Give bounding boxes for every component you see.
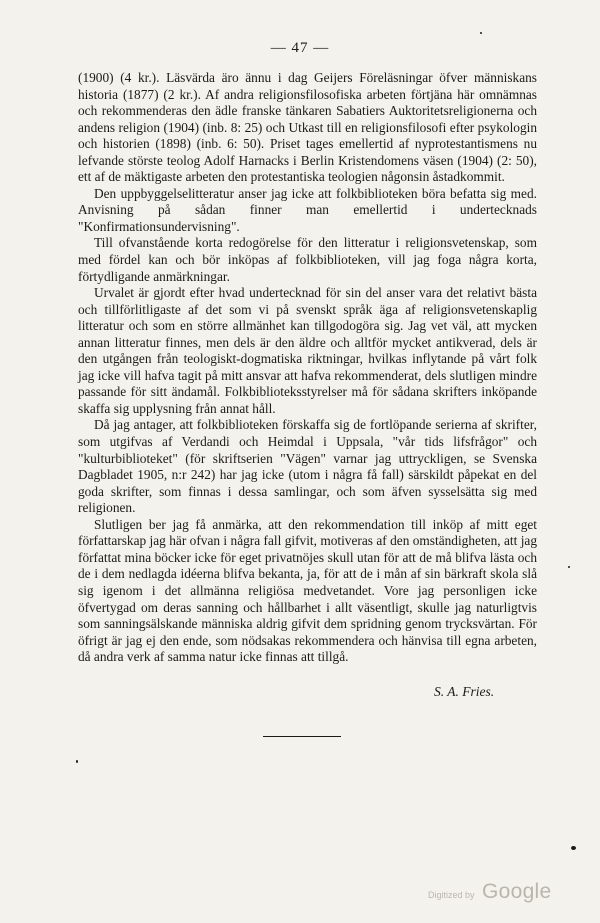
ink-speck [76, 760, 78, 763]
ink-speck [571, 846, 576, 850]
google-watermark [428, 880, 552, 904]
paragraph-6: Slutligen ber jag få anmärka, att den rekommendation till inköp af mitt eget författarskap jag här ofvan i några fall gifvit, motiveras af den omständigheten, att jag författat mina böcker icke för eget privatnöjes skull utan för att de må blifva lästa och de i dem nedlagda idéerna blifva bekanta, ja, för att de i mån af sin bärkraft skola slå sig igenom i det allmänna religiösa medvetandet. Vore jag personligen icke öfvertygad om deras sanning och hållbarhet i allt väsentligt, skulle jag naturligtvis som sanningsälskande människa aldrig gifvit dem spridning genom trycksvärtan. För öfrigt är jag ej den ende, som nödsakas rekommendera och hänvisa till egna arbeten, då andra verk af samma natur icke finnas att tillgå. [78, 516, 537, 665]
author-signature: S. A. Fries. [434, 684, 495, 699]
google-logo: Google [481, 880, 552, 903]
watermark-prefix: Digitized by [428, 890, 475, 900]
paragraph-1: (1900) (4 kr.). Läsvärda äro ännu i dag Geijers Föreläsningar öfver människans historia (1877) (2 kr.). Af andra religionsfilosofiska arbeten förtjäna här omnämnas och rekommenderas den ädle franske tänkaren Sabatiers Auktoritetsreligionerna och andens religion (1904) (inb. 8: 25) och Utkast till en religionsfilosofi efter psykologin och historien (1898) (inb. 6: 50). Priset tages emellertid af nyprotestantismens nu lefvande störste teolog Adolf Harnacks i Berlin Kristendomens väsen (1904) (2: 50), ett af de mäktigaste arbeten den protestantiska teologien någonsin åstadkommit. [78, 70, 537, 185]
paragraph-3: Till ofvanstående korta redogörelse för den litteratur i religionsvetenskap, som med fördel kan och bör inköpas af folkbiblioteken, vill jag foga några korta, förtydligande anmärkningar. [78, 235, 537, 284]
page-number: — 47 — [270, 40, 330, 56]
paragraph-2: Den uppbyggelselitteratur anser jag icke att folkbiblioteken böra befatta sig med. Anvisning på sådan finner man emellertid i undertecknads "Konfirmationsundervisning". [78, 185, 537, 234]
paragraph-4: Urvalet är gjordt efter hvad undertecknad för sin del anser vara det relativt bästa och tillförlitligaste af det som vi på svenskt språk äga af religionsvetenskaplig litteratur och som en större allmänhet kan tillgodogöra sig. Jag vet väl, att mycken annan litteratur finnes, men dels är den äldre och alltför mycket antikverad, dels är den utgången från teologiskt-dogmatiska riktningar, hvilkas inflytande på vårt folk jag icke vill hafva tagit på mitt ansvar att hafva rekommenderat, dels slutligen mindre passande för sitt ändamål. Folkbiblioteksstyrelser må för sådana skrifters inköpande skaffa sig upplysning från annat håll. [78, 285, 537, 416]
body-text [78, 70, 537, 666]
paragraph-5: Då jag antager, att folkbiblioteken förskaffa sig de fortlöpande serierna af skrifter, som utgifvas af Verdandi och Heimdal i Uppsala, "vår tids lifsfrågor" och "kulturbiblioteket" (för skriftserien "Vägen" varnar jag uttryckligen, se Svenska Dagbladet 1905, n:r 242) har jag icke (utom i några få fall) särskildt påpekat en del goda skrifter, som finnas i dessa samlingar, och som äfven sysselsätta sig med religionen. [78, 417, 537, 516]
ink-speck [480, 32, 482, 34]
end-rule-divider [263, 736, 341, 737]
ink-speck [568, 566, 570, 568]
